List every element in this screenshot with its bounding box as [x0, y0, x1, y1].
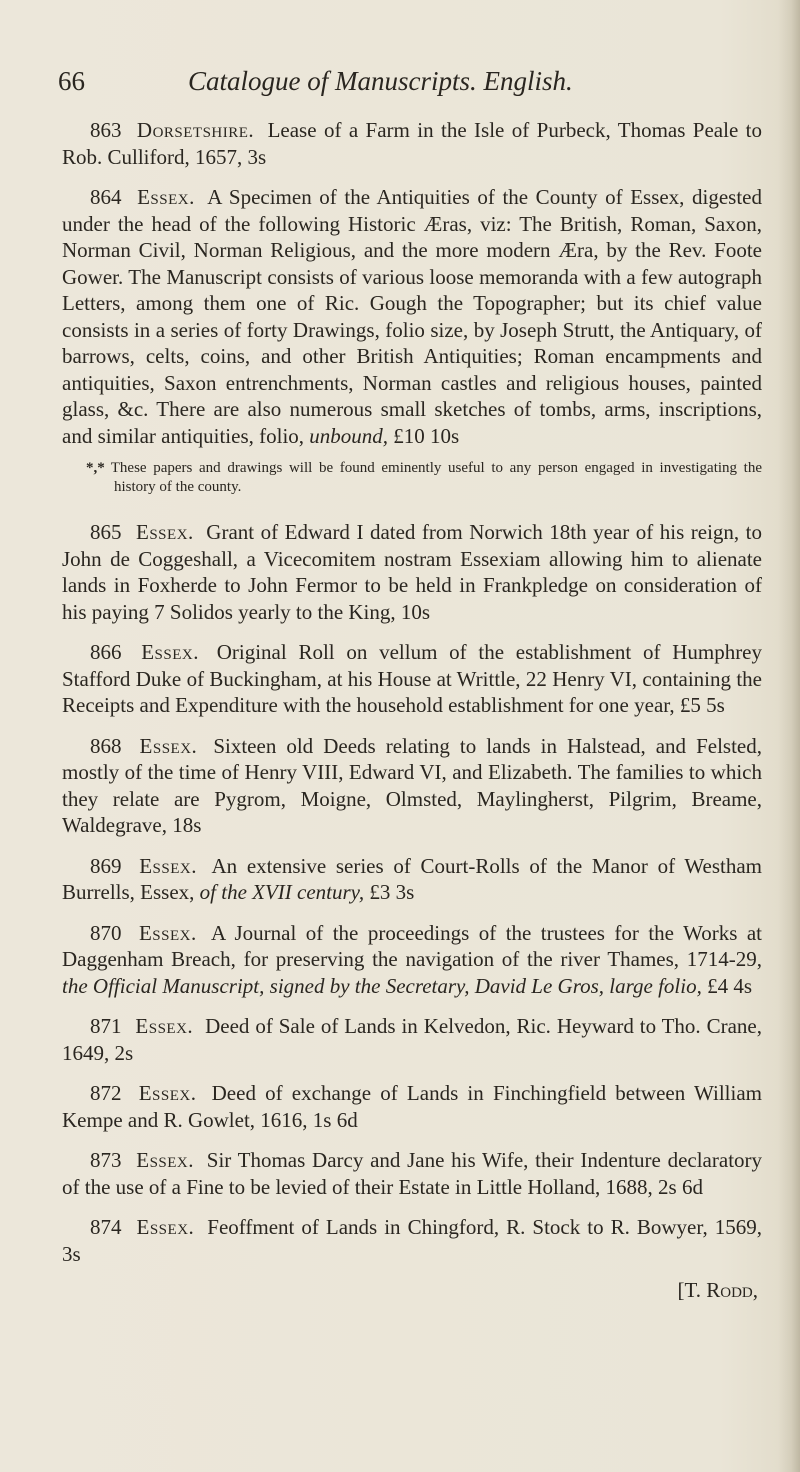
entry-text: Sir Thomas Darcy and Jane his Wife, their Indenture declaratory of the use of a Fine to be levied of their Estate in Little Holland, 1688, 2s 6d	[62, 1148, 763, 1199]
entry-text: A Journal of the proceedings of the trustees for the Works at Daggenham Breach, for preserving the navigation of the river Thames, 1714-29,	[62, 920, 762, 971]
catalogue-entry-871	[62, 1013, 762, 1066]
entry-county: Essex.	[138, 920, 197, 945]
running-header	[58, 66, 758, 106]
entry-number: 870	[90, 920, 122, 945]
entry-price: £3 3s	[369, 880, 415, 904]
entry-county: Dorsetshire.	[136, 118, 255, 142]
entry-text: Deed of exchange of Lands in Finchingfield between William Kempe and R. Gowlet, 1616, 1s 6d	[62, 1081, 763, 1132]
entry-county: Essex.	[135, 1014, 194, 1038]
catalogue-entry-866	[62, 639, 762, 719]
page-title: Catalogue of Manuscripts. English.	[188, 66, 573, 96]
catchword	[62, 1277, 762, 1304]
entry-text: Sixteen old Deeds relating to lands in Halstead, and Felsted, mostly of the time of Henry VIII, Edward VI, and Elizabeth. The families to which they relate are Pygrom, Moigne, Olmsted, Maylingherst, Pilgrim, Breame, Waldegrave, 18s	[62, 733, 762, 837]
asterism-icon: *,*	[86, 460, 105, 476]
entry-text: Feoffment of Lands in Chingford, R. Stock to R. Bowyer, 1569, 3s	[62, 1215, 763, 1266]
entry-number: 872	[90, 1081, 122, 1105]
catalogue-entry-868	[62, 733, 762, 839]
entry-number: 874	[90, 1215, 122, 1239]
catalogue-entry-873	[62, 1147, 762, 1200]
entry-county: Essex.	[136, 520, 194, 544]
entry-county: Essex.	[136, 1148, 195, 1172]
entry-text: Deed of Sale of Lands in Kelvedon, Ric. Heyward to Tho. Crane, 1649, 2s	[62, 1014, 762, 1065]
entry-text: An extensive series of Court-Rolls of the Manor of Westham Burrells, Essex,	[62, 853, 762, 904]
catalogue-entry-870	[62, 920, 762, 1000]
catalogue-body	[62, 117, 762, 1304]
catchword-text: [T. Rodd,	[677, 1278, 758, 1302]
page-edge-shadow	[778, 0, 800, 1472]
entry-county: Essex.	[136, 1215, 195, 1239]
entry-price: £10 10s	[393, 423, 460, 448]
catalogue-entry-872	[62, 1080, 762, 1133]
entry-text: Original Roll on vellum of the establishment of Humphrey Stafford Duke of Buckingham, at his House at Writtle, 22 Henry VI, containing the Receipts and Expenditure with the household establishment for one year, £5 5s	[62, 640, 763, 717]
entry-number: 865	[90, 520, 122, 544]
entry-text: A Specimen of the Antiquities of the County of Essex, digested under the head of the following Historic Æras, viz: The British, Roman, Saxon, Norman Civil, Norman Religious, and the more modern Æra, by the Rev. Foote Gower. The Manuscript consists of various loose memoranda with a few autograph Letters, among them one of Ric. Gough the Topographer; but its chief value consists in a series of forty Drawings, folio size, by Joseph Strutt, the Antiquary, of barrows, celts, coins, and other British Antiquities; Roman encampments and antiquities, Saxon entrenchments, Norman castles and religious houses, painted glass, &c. There are also numerous small sketches of tombs, arms, inscriptions, and similar antiquities, folio,	[62, 185, 763, 448]
entry-number: 873	[90, 1148, 122, 1172]
entry-number: 863	[90, 118, 122, 142]
entry-number: 864	[90, 185, 122, 209]
note-text: These papers and drawings will be found eminently useful to any person engaged in investigating the history of the county.	[110, 460, 762, 495]
catalogue-entry-869	[62, 853, 762, 906]
entry-text: Grant of Edward I dated from Norwich 18th year of his reign, to John de Coggeshall, a Vicecomitem nostram Essexiam allowing him to alienate lands in Foxherde to John Fermor to be held in Frankpledge on consideration of his paying 7 Solidos yearly to the King, 10s	[62, 520, 763, 624]
entry-italic-note: the Official Manuscript, signed by the Secretary, David Le Gros, large folio,	[62, 973, 702, 998]
entry-number: 866	[90, 640, 122, 664]
entry-county: Essex.	[139, 853, 197, 878]
entry-county: Essex.	[139, 733, 198, 758]
entry-italic-note: of the XVII century,	[199, 880, 365, 904]
catalogue-entry-864	[62, 184, 762, 449]
entry-number: 868	[90, 733, 122, 758]
editorial-note	[62, 459, 762, 497]
entry-number: 869	[90, 853, 122, 878]
entry-number: 871	[90, 1014, 122, 1038]
entry-county: Essex.	[141, 640, 199, 664]
entry-text: Lease of a Farm in the Isle of Purbeck, Thomas Peale to Rob. Culliford, 1657, 3s	[62, 118, 763, 169]
entry-county: Essex.	[138, 1081, 197, 1105]
entry-italic-note: unbound,	[309, 423, 389, 448]
entry-price: £4 4s	[707, 973, 753, 998]
catalogue-entry-863	[62, 117, 762, 170]
page-number: 66	[58, 66, 85, 96]
entry-county: Essex.	[137, 185, 195, 209]
catalogue-entry-865	[62, 519, 762, 625]
catalogue-entry-874	[62, 1214, 762, 1267]
